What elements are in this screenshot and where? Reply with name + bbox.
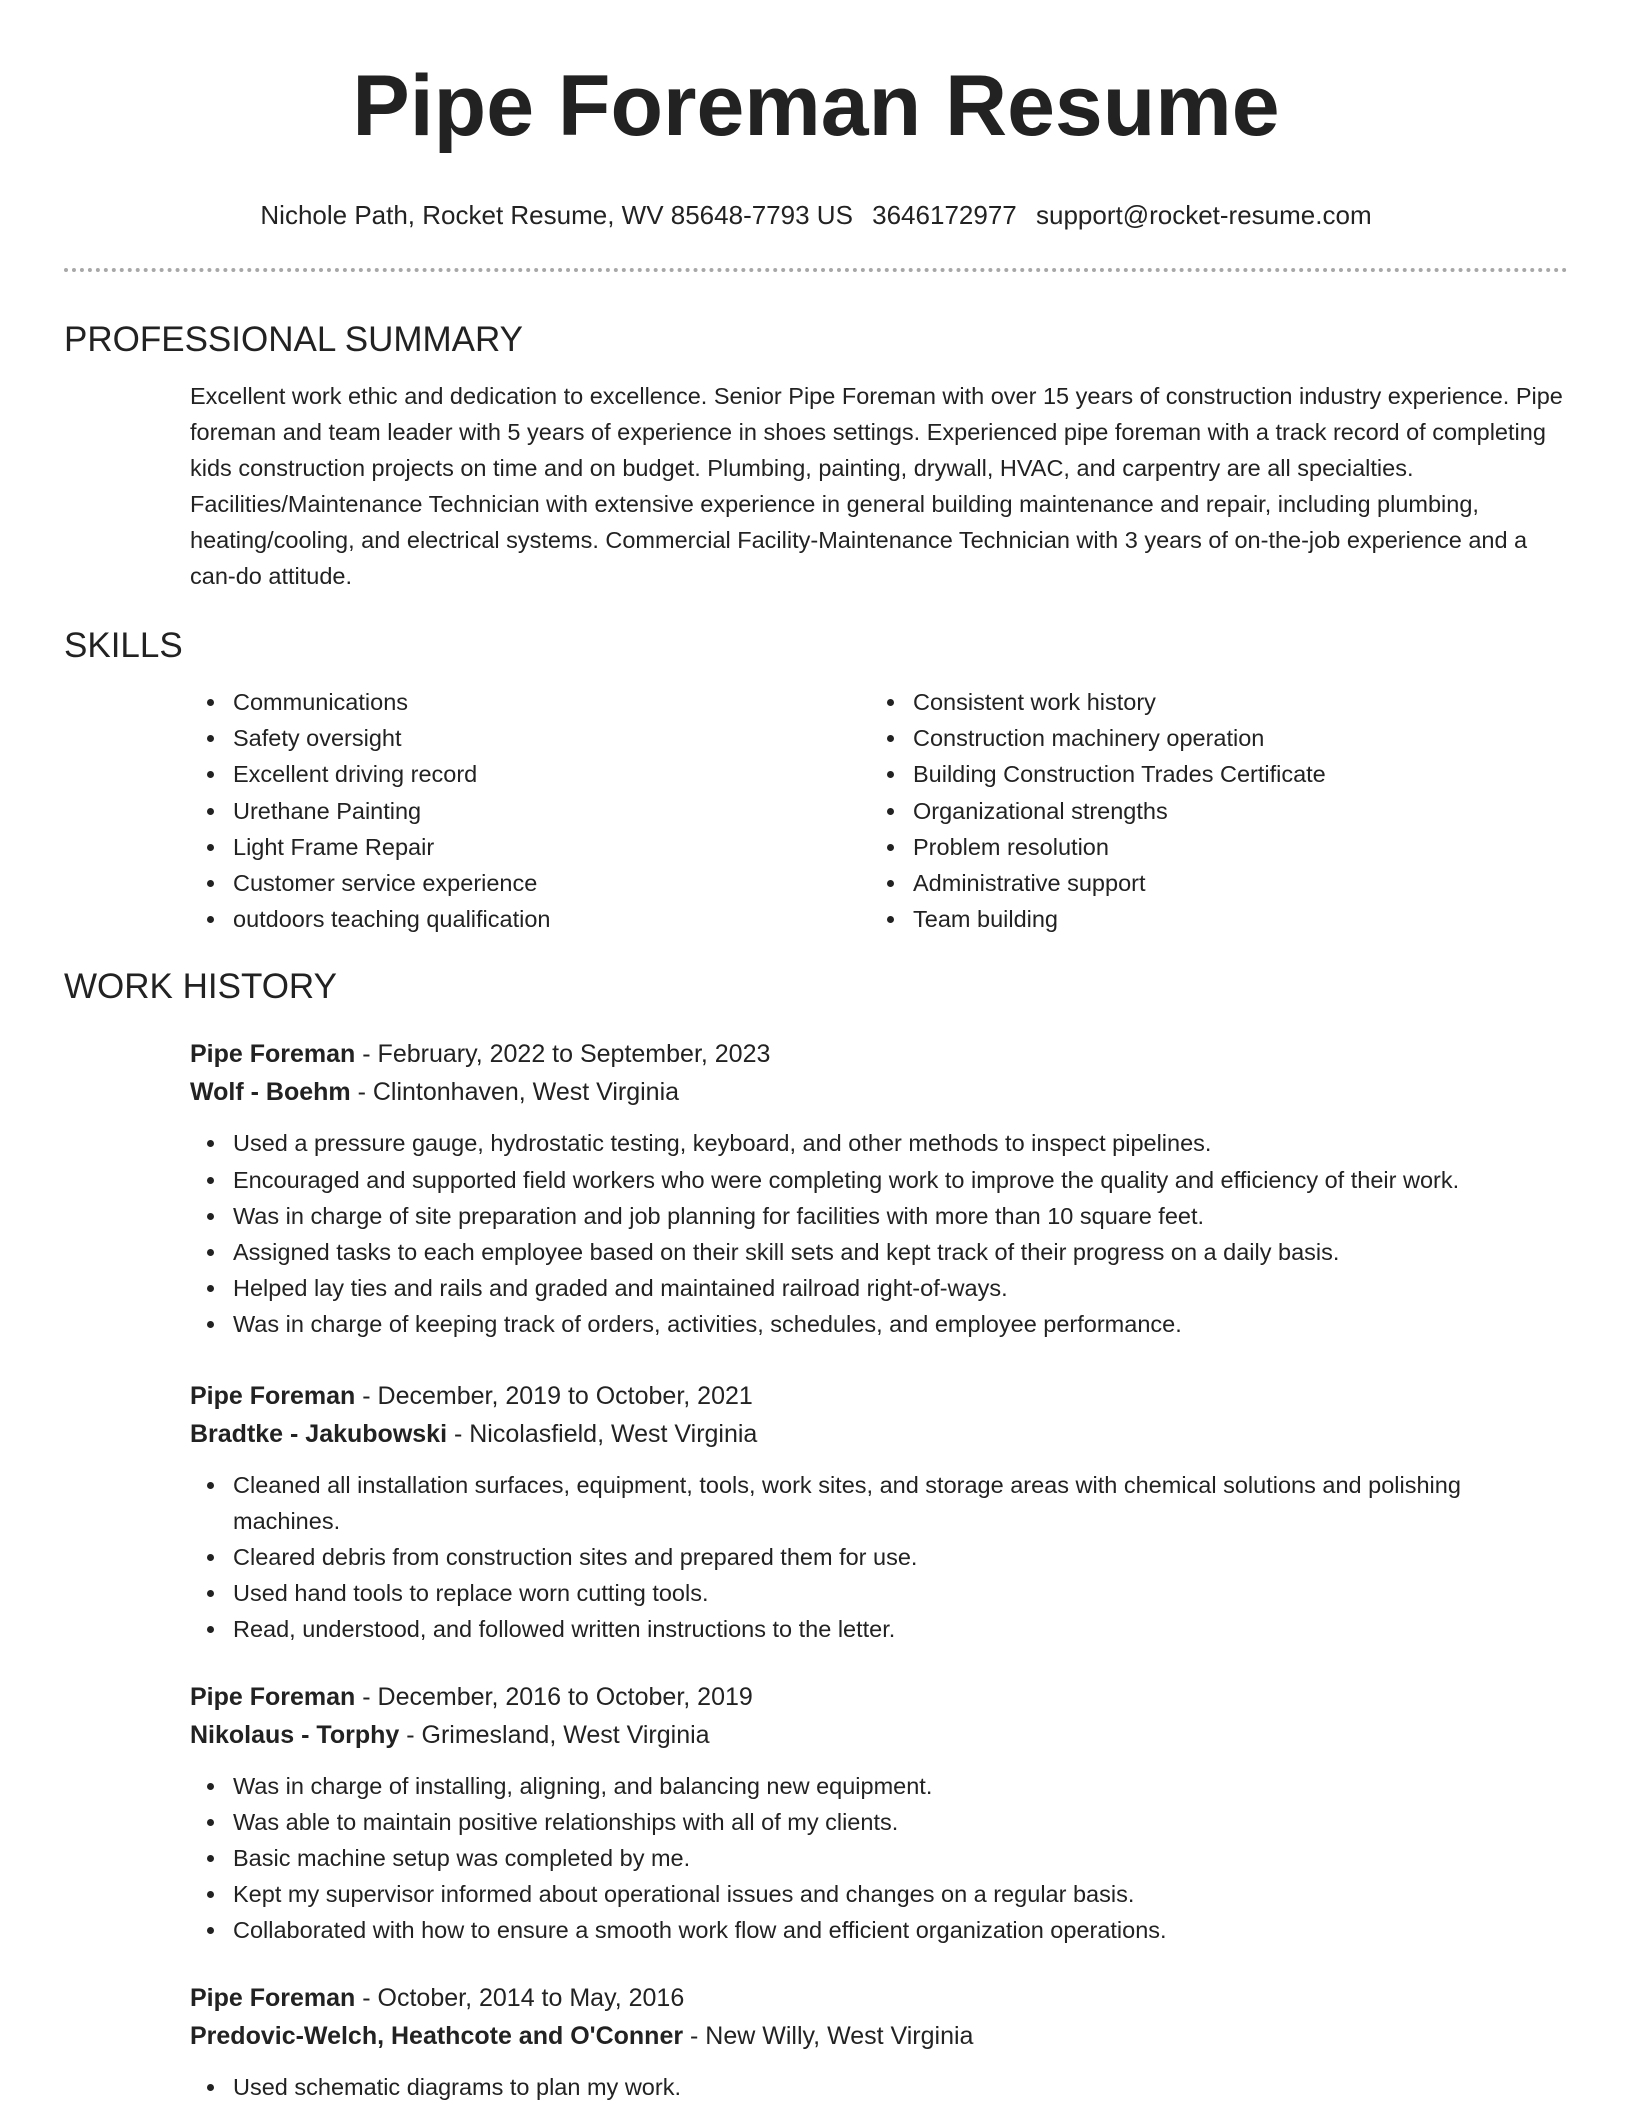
job-company: Wolf - Boehm [190,1078,351,1107]
job-location: - Grimesland, West Virginia [399,1720,710,1749]
contact-email: support@rocket-resume.com [1035,200,1372,230]
job-duties [190,1467,1568,1648]
skill-item: Team building [870,901,1550,937]
duty-item: Read, understood, and followed written instructions to the letter. [190,1611,1568,1647]
job-dates: - October, 2014 to May, 2016 [355,1983,685,2012]
duty-item: Used hand tools to replace worn cutting tools. [190,1575,1568,1611]
contact-phone: 3646172977 [872,200,1017,230]
duty-item: Was able to maintain positive relationships with all of my clients. [190,1804,1568,1840]
job-entry [190,1035,1568,1342]
job-dates: - December, 2016 to October, 2019 [355,1682,753,1711]
duty-item: Used a pressure gauge, hydrostatic testing, keyboard, and other methods to inspect pipelines. [190,1125,1568,1161]
contact-info [64,198,1568,232]
job-location: - Nicolasfield, West Virginia [447,1419,758,1448]
job-company-line [190,1073,1568,1111]
skill-item: Administrative support [870,865,1550,901]
duty-item: Used schematic diagrams to plan my work. [190,2069,1568,2105]
contact-address: Nichole Path, Rocket Resume, WV 85648-7793 US [260,200,853,230]
job-title-line [190,1377,1568,1415]
skill-item: Problem resolution [870,829,1550,865]
duty-item: Was in charge of keeping track of orders, activities, schedules, and employee performance. [190,1306,1568,1342]
page-title: Pipe Foreman Resume [352,58,1280,154]
skill-item: Construction machinery operation [870,720,1550,756]
skill-item: outdoors teaching qualification [190,901,870,937]
job-company-line [190,1415,1568,1453]
skill-item: Building Construction Trades Certificate [870,756,1550,792]
job-location: - Clintonhaven, West Virginia [350,1078,680,1107]
job-entry [190,1678,1568,1949]
job-location: - New Willy, West Virginia [683,2021,974,2050]
duty-item: Cleaned all installation surfaces, equipment, tools, work sites, and storage areas with chemical solutions and polishing machines. [190,1467,1568,1539]
skill-item: Excellent driving record [190,756,870,792]
skill-item: Urethane Painting [190,793,870,829]
skills-list [190,684,1568,937]
job-duties [190,2069,1568,2105]
duty-item: Collaborated with how to ensure a smooth work flow and efficient organization operations. [190,1912,1568,1948]
skills-column-left [190,684,870,937]
skill-item: Consistent work history [870,684,1550,720]
job-duties [190,1125,1568,1342]
job-company-line [190,1716,1568,1754]
skills-heading: SKILLS [64,626,183,665]
job-company-line [190,2017,1568,2055]
job-title: Pipe Foreman [190,1682,356,1711]
summary-heading: PROFESSIONAL SUMMARY [64,320,523,359]
job-company: Predovic-Welch, Heathcote and O'Conner [190,2021,684,2050]
job-title: Pipe Foreman [190,1040,356,1069]
job-entry [190,1979,1568,2105]
skill-item: Customer service experience [190,865,870,901]
duty-item: Basic machine setup was completed by me. [190,1840,1568,1876]
job-dates: - February, 2022 to September, 2023 [355,1040,771,1069]
duty-item: Kept my supervisor informed about operational issues and changes on a regular basis. [190,1876,1568,1912]
work-history-heading: WORK HISTORY [64,967,337,1007]
skill-item: Light Frame Repair [190,829,870,865]
job-title: Pipe Foreman [190,1983,356,2012]
job-title-line [190,1035,1568,1073]
skill-item: Safety oversight [190,720,870,756]
job-entry [190,1377,1568,1648]
duty-item: Was in charge of installing, aligning, and balancing new equipment. [190,1768,1568,1804]
summary-text: Excellent work ethic and dedication to excellence. Senior Pipe Foreman with over 15 years of construction industry experience. Pipe foreman and team leader with 5 years of experience in shoes settings. Experienced pipe foreman with a track record of completing kids construction projects on time and on budget. Plumbing, painting, drywall, HVAC, and carpentry are all specialties. Facilities/Maintenance Technician with extensive experience in general building maintenance and repair, including plumbing, heating/cooling, and electrical systems. Commercial Facility-Maintenance Technician with 3 years of on-the-job experience and a can-do attitude. [190,383,1563,589]
job-title-line [190,1678,1568,1716]
skills-column-right [870,684,1550,937]
job-company: Nikolaus - Torphy [190,1720,400,1749]
job-company: Bradtke - Jakubowski [190,1419,448,1448]
job-title-line [190,1979,1568,2017]
skill-item: Communications [190,684,870,720]
duty-item: Encouraged and supported field workers who were completing work to improve the quality and efficiency of their work. [190,1162,1568,1198]
duty-item: Cleared debris from construction sites and prepared them for use. [190,1539,1568,1575]
job-dates: - December, 2019 to October, 2021 [355,1381,753,1410]
skill-item: Organizational strengths [870,793,1550,829]
duty-item: Assigned tasks to each employee based on their skill sets and kept track of their progress on a daily basis. [190,1234,1568,1270]
job-title: Pipe Foreman [190,1381,356,1410]
job-duties [190,1768,1568,1949]
duty-item: Was in charge of site preparation and job planning for facilities with more than 10 square feet. [190,1198,1568,1234]
header-divider [64,268,1568,272]
duty-item: Helped lay ties and rails and graded and maintained railroad right-of-ways. [190,1270,1568,1306]
